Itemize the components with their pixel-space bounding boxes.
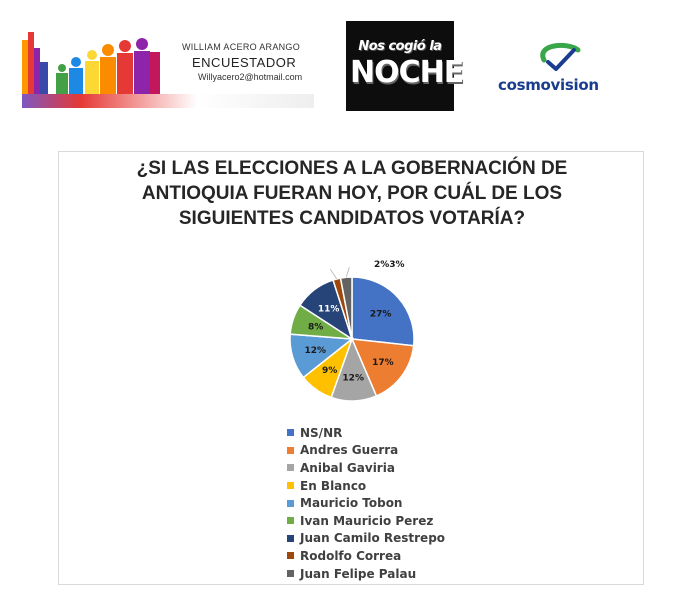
legend-swatch xyxy=(287,447,294,454)
legend-item xyxy=(287,459,445,477)
pie-leader-line-rodolfo-correa xyxy=(330,269,336,279)
chart-title-line-2: ANTIOQUIA FUERAN HOY, POR CUÁL DE LOS xyxy=(141,183,563,204)
legend-label: Rodolfo Correa xyxy=(300,548,402,563)
pollster-role: ENCUESTADOR xyxy=(192,55,297,70)
show-logo xyxy=(346,21,464,111)
banner-color-strip xyxy=(22,94,314,108)
show-logo-line1: Nos cogió la xyxy=(358,39,442,54)
pollster-email: Willyacero2@hotmail.com xyxy=(198,72,303,82)
legend-label: En Blanco xyxy=(300,478,367,493)
pie-chart xyxy=(59,152,645,422)
legend-item xyxy=(287,530,445,548)
pie-label-juan-camilo-restrepo: 11% xyxy=(317,304,340,315)
pie-label-mauricio-tobon: 12% xyxy=(304,346,326,357)
legend-item xyxy=(287,424,445,442)
legend-item xyxy=(287,494,445,512)
legend-label: Juan Camilo Restrepo xyxy=(300,531,446,546)
legend-swatch xyxy=(287,517,294,524)
legend-item xyxy=(287,547,445,565)
pie-leader-line-juan-felipe-palau xyxy=(346,267,349,277)
legend-label: Anibal Gaviria xyxy=(300,460,395,475)
legend-label: Juan Felipe Palau xyxy=(300,566,417,581)
pie-label-andres-guerra: 17% xyxy=(372,357,394,368)
chart-title-line-1: ¿SI LAS ELECCIONES A LA GOBERNACIÓN DE xyxy=(136,158,568,179)
pollster-name: WILLIAM ACERO ARANGO xyxy=(182,42,301,52)
pie-label-ivan-mauricio-perez: 8% xyxy=(307,322,324,333)
cosmovision-swoosh-icon xyxy=(496,38,628,78)
cosmovision-wordmark: cosmovision xyxy=(498,76,599,94)
chart-legend xyxy=(287,424,445,582)
chart-title-line-3: SIGUIENTES CANDIDATOS VOTARÍA? xyxy=(178,208,526,229)
pie-label-anibal-gaviria: 12% xyxy=(342,373,364,384)
legend-swatch xyxy=(287,482,294,489)
legend-swatch xyxy=(287,464,294,471)
legend-swatch xyxy=(287,535,294,542)
show-logo-line2: NOCHE xyxy=(350,55,464,90)
legend-item xyxy=(287,512,445,530)
legend-swatch xyxy=(287,552,294,559)
legend-item xyxy=(287,565,445,583)
legend-swatch xyxy=(287,570,294,577)
legend-item xyxy=(287,477,445,495)
legend-swatch xyxy=(287,500,294,507)
legend-label: Andres Guerra xyxy=(300,443,399,458)
pie-label-en-blanco: 9% xyxy=(321,366,338,377)
legend-item xyxy=(287,442,445,460)
legend-swatch xyxy=(287,429,294,436)
legend-label: Mauricio Tobon xyxy=(300,496,403,511)
legend-label: NS/NR xyxy=(300,425,343,440)
pie-label-ns-nr: 27% xyxy=(369,309,392,320)
pie-small-slices-label: 2%3% xyxy=(374,260,405,270)
chart-card xyxy=(58,151,644,585)
pollster-banner xyxy=(22,22,314,108)
cosmovision-logo xyxy=(496,38,628,98)
legend-label: Ivan Mauricio Perez xyxy=(300,513,434,528)
